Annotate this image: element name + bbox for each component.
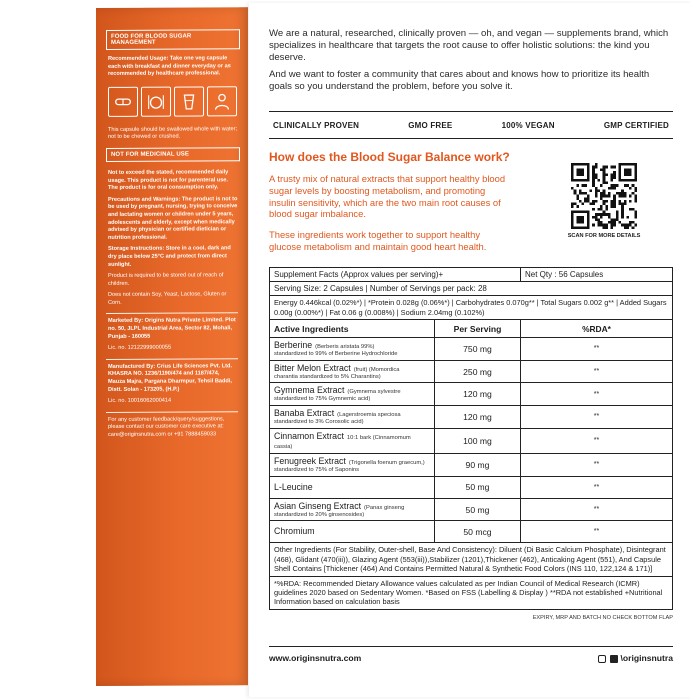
qr-block: [539, 163, 669, 239]
ingredient-amount: 50 mg: [434, 499, 520, 521]
claim-clinically-proven: CLINICALLY PROVEN: [273, 120, 360, 130]
website-link[interactable]: www.originsnutra.com: [269, 653, 362, 663]
dosage-warning: Not to exceed the stated, recommended daily usage. This product is not for parenteral use. The product is for oral consumption only.: [108, 169, 229, 192]
ingredient-name: Berberine: [274, 340, 313, 351]
ingredient-row: [270, 477, 672, 499]
reach-text: Product is required to be stored out of reach of children.: [108, 272, 224, 287]
ingredient-rda: **: [520, 383, 672, 405]
description-2: These ingredients work together to support healthy glucose metabolism and maintain good heart health.: [269, 229, 487, 252]
swallow-text: This capsule should be swallowed whole with water; not to be chewed or crushed.: [108, 126, 238, 141]
ingredient-rda: **: [520, 454, 672, 476]
description-1: A trusty mix of natural extracts that support healthy blood sugar levels by boosting metabolism, and promoting insulin sensitivity, which are the two main root causes of blood sugar imbalance.: [269, 173, 506, 220]
ingredient-rda: **: [520, 521, 672, 542]
water-glass-icon: [174, 86, 204, 116]
usage-text: Recommended Usage: Take one veg capsule each with breakfast and dinner everyday or as recommended by healthcare professional.: [108, 55, 231, 78]
section-heading: How does the Blood Sugar Balance work?: [269, 150, 510, 164]
qr-label: SCAN FOR MORE DETAILS: [567, 233, 641, 239]
table-row: [270, 543, 672, 576]
table-row: [270, 577, 672, 609]
ingredient-standardization: standardized to 20% ginsenosides): [274, 511, 365, 518]
claims-bar: [269, 111, 673, 139]
ingredient-rda: **: [520, 429, 672, 454]
ingredient-name: Gymnema Extract: [274, 385, 345, 396]
claim-gmo-free: GMO FREE: [408, 120, 453, 130]
instagram-icon: [598, 655, 606, 663]
license-1: Lic. no. 12122999000055: [108, 344, 172, 352]
box-side-panel: [96, 7, 248, 686]
ingredient-name-cell: [270, 361, 434, 383]
social-handle: [598, 653, 673, 663]
ingredient-amount: 50 mcg: [434, 521, 520, 542]
table-row: [270, 296, 672, 320]
net-qty: Net Qty : 56 Capsules: [520, 268, 672, 281]
ingredient-name: Fenugreek Extract: [274, 456, 346, 467]
ingredient-standardization: standardized to 99% of Berberine Hydrochloride: [274, 350, 398, 357]
side-divider: [106, 358, 238, 360]
capsule-icon: [108, 87, 138, 117]
table-header-row: [270, 320, 672, 338]
side-divider: [106, 313, 238, 315]
ingredient-row: [270, 383, 672, 406]
label-food-type: FOOD FOR BLOOD SUGAR MANAGEMENT: [106, 29, 240, 50]
ingredient-name-cell: [270, 499, 434, 521]
ingredient-row: [270, 499, 672, 522]
footer: [269, 646, 673, 663]
intro-paragraph: We are a natural, researched, clinically proven — oh, and vegan — supplements brand, which specializes in healthcare that targets the root cause to offer holistic solutions: the kind you deserve.: [269, 28, 669, 64]
table-row: [270, 282, 672, 296]
ingredient-standardization: standardized to 75% of Saponins: [274, 466, 360, 473]
ingredient-row: [270, 338, 672, 361]
ingredient-name: Asian Ginseng Extract: [274, 500, 362, 511]
facebook-icon: [610, 655, 618, 663]
ingredient-standardization: charantia standardized to 5% Charantins): [274, 373, 381, 380]
intro-paragraph: And we want to foster a community that cares about and knows how to prioritize its health goals so you understand the problem, before you solve it.: [269, 68, 650, 92]
storage-text: Storage Instructions: Store in a cool, dark and dry place below 25°C and protect from direct sunlight.: [108, 245, 231, 268]
ingredient-rda: **: [520, 406, 672, 428]
contains-text: Does not contain Soy, Yeast, Lactose, Gluten or Corn.: [108, 291, 227, 306]
ingredient-name-cell: [270, 454, 434, 476]
doctor-icon: [207, 86, 237, 116]
ingredient-name: Bitter Melon Extract: [274, 362, 351, 373]
serving-info: Serving Size: 2 Capsules | Number of Servings per pack: 28: [274, 284, 487, 293]
ingredient-standardization: standardized to 75% Gymnemic acid): [274, 396, 371, 403]
table-row: [270, 268, 672, 282]
license-2: Lic. no. 10016062000414: [108, 397, 172, 405]
side-divider: [106, 411, 238, 413]
ingredient-rda: **: [520, 338, 672, 360]
ingredient-amount: 50 mg: [434, 477, 520, 498]
ingredient-scientific: (Berberis aristata 99%): [315, 344, 375, 351]
label-not-medicinal: NOT FOR MEDICINAL USE: [106, 147, 240, 162]
claim-vegan: 100% VEGAN: [501, 120, 555, 130]
meal-icon: [141, 86, 171, 116]
box-front-panel: [249, 3, 690, 697]
ingredient-scientific: (Gymnema sylvestre: [347, 389, 401, 396]
manufactured-by: Manufactured By: Crius Life Sciences Pvt. Ltd. KHASRA NO. 1236/1190/474 and 1187/474, Mauza Majra, Pargana Dharmpur, Tehsil Baddi, Distt. Solan - 173205, (H.P.): [108, 363, 233, 393]
ingredient-name-cell: [270, 406, 434, 428]
ingredient-name: Chromium: [274, 526, 315, 537]
ingredient-row: [270, 429, 672, 455]
ingredient-rda: **: [520, 361, 672, 383]
ingredient-scientific: (Trigonella foenum graecum,): [348, 460, 425, 467]
ingredient-name: L-Leucine: [274, 481, 313, 492]
ingredient-row: [270, 361, 672, 384]
precautions-text: Precautions and Warnings: The product is not to be used by pregnant, nursing, trying to conceive and lactating women or children under 5 years, adolescents and elderly, except when medically advised by physician or certified dietician or nutrition professional.: [108, 196, 238, 241]
ingredient-name-cell: [270, 429, 434, 454]
ingredient-name: Banaba Extract: [274, 407, 335, 418]
header-active: Active Ingredients: [274, 323, 349, 334]
ingredient-row: [270, 406, 672, 429]
feedback-text: For any customer feedback/query/suggestions, please contact our customer care executive at: care@originsnutra.com or +91 7888459033: [108, 416, 225, 438]
ingredient-amount: 100 mg: [434, 429, 520, 454]
other-ingredients: Other Ingredients (For Stability, Outer-shell, Base And Consistency): Diluent (Di Basic Calcium Phosphate), Disintegrant (468), Glidant (470(iii)), Glazing Agent (553(iii)),Stabilizer (1201),Thickener (462), Anticaking Agent (551), And Capsule Shell Contains [Thickener (464) And Contains Permitted Natural & Synthetic Food Colors (INS 110, 122,124 & 171)]: [274, 545, 666, 574]
ingredient-amount: 250 mg: [434, 361, 520, 383]
intro-text: [269, 28, 669, 97]
energy-info: Energy 0.446kcal (0.02%*) | *Protein 0.028g (0.06%*) | Carbohydrates 0.070g** | Total Sugars 0.002 g** | Added Sugars 0.00g (0.00%*) | Fat 0.06 g (0.008%) | Sodium 2.04mg (0.102%): [274, 298, 667, 317]
supplement-facts-table: [269, 267, 673, 610]
facts-title: Supplement Facts (Approx values per serving)+: [274, 270, 444, 279]
ingredient-name-cell: [270, 338, 434, 360]
ingredient-amount: 120 mg: [434, 406, 520, 428]
usage-icons: [108, 86, 238, 117]
ingredient-name-cell: [270, 521, 434, 542]
ingredient-rda: **: [520, 499, 672, 521]
ingredient-scientific: (Panax ginseng: [364, 504, 405, 511]
ingredient-scientific: (Lagerstroemia speciosa: [337, 411, 401, 418]
ingredient-rows: [270, 338, 672, 543]
ingredient-scientific: 10:1 bark (Cinnamomum cassia): [274, 434, 411, 451]
marketed-by: Marketed By: Origins Nutra Private Limited. Plot no. 50, JLPL Industrial Area, Sector 82, Mohali, Punjab - 160055: [108, 317, 236, 340]
social-handle-text: \originsnutra: [620, 653, 673, 663]
ingredient-scientific: (fruit) (Momordica: [353, 366, 400, 373]
ingredient-row: [270, 454, 672, 477]
qr-code-icon[interactable]: [571, 163, 637, 229]
ingredient-row: [270, 521, 672, 543]
ingredient-name-cell: [270, 477, 434, 498]
header-rda: %RDA*: [520, 320, 672, 337]
ingredient-rda: **: [520, 477, 672, 498]
expiry-note: EXPIRY, MRP AND BATCH NO CHECK BOTTOM FLAP: [532, 615, 673, 621]
ingredient-name: Cinnamon Extract: [274, 430, 344, 441]
claim-gmp-certified: GMP CERTIFIED: [603, 120, 669, 130]
ingredient-amount: 90 mg: [434, 454, 520, 476]
rda-notes: *%RDA: Recommended Dietary Allowance values calculated as per Indian Council of Medical Research (ICMR) guidelines 2020 based on Sedentary Women. *Based on FSS (Labelling & Display ) **RDA not established +Nutritional Information based on calculation basis: [274, 578, 663, 607]
header-per-serving: Per Serving: [434, 320, 520, 337]
ingredient-name-cell: [270, 383, 434, 405]
ingredient-amount: 750 mg: [434, 338, 520, 360]
ingredient-amount: 120 mg: [434, 383, 520, 405]
ingredient-standardization: standardized to 3% Corosolic acid): [274, 418, 364, 425]
